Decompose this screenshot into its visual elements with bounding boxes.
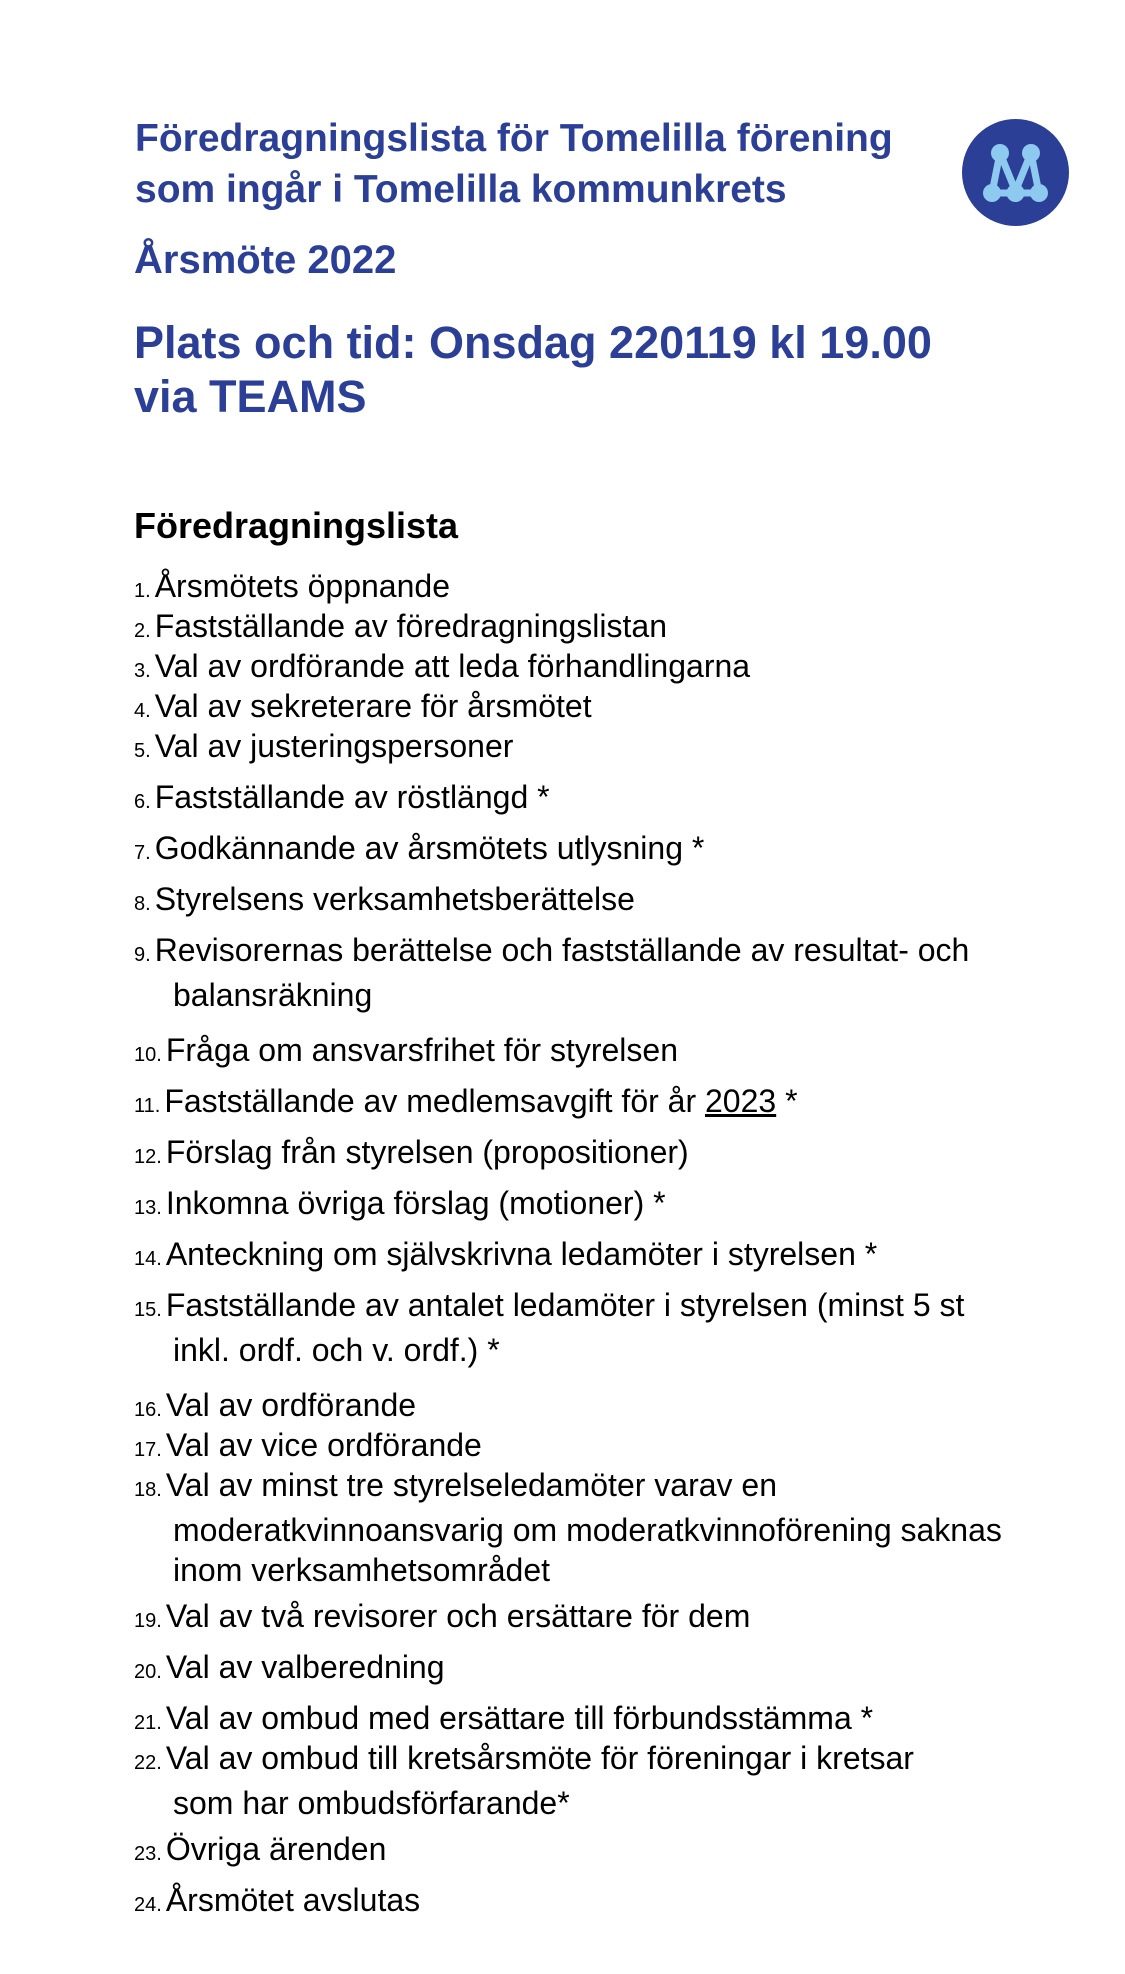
agenda-item-number: 20. xyxy=(134,1661,162,1683)
agenda-item-number: 8. xyxy=(134,893,151,915)
agenda-item xyxy=(134,1081,1094,1126)
agenda-item-text: Val av sekreterare för årsmötet xyxy=(154,688,592,724)
agenda-item xyxy=(134,879,1094,924)
agenda-item xyxy=(134,566,1094,611)
agenda-heading: Föredragningslista xyxy=(134,505,459,546)
agenda-item xyxy=(134,1234,1094,1279)
agenda-item-number: 18. xyxy=(134,1479,162,1501)
agenda-item-number: 21. xyxy=(134,1712,162,1734)
agenda-item xyxy=(134,1425,1094,1470)
agenda-item xyxy=(134,1738,1094,1823)
agenda-item xyxy=(134,606,1094,651)
agenda-item-text: Fastställande av röstlängd * xyxy=(154,779,550,815)
agenda-item xyxy=(134,1880,1094,1925)
agenda-item-number: 13. xyxy=(134,1197,162,1219)
meeting-subtitle: Årsmöte 2022 xyxy=(134,238,397,282)
agenda-item xyxy=(134,1596,1094,1641)
agenda-item xyxy=(134,1183,1094,1228)
agenda-item-text: Val av ombud till kretsårsmöte för föreningar i kretsar xyxy=(165,1740,914,1776)
agenda-item-text: Inkomna övriga förslag (motioner) * xyxy=(165,1185,666,1221)
agenda-item-year: 2023 xyxy=(705,1083,777,1119)
agenda-item-number: 19. xyxy=(134,1610,162,1632)
agenda-item-number: 1. xyxy=(134,580,151,602)
agenda-item-text: Anteckning om självskrivna ledamöter i styrelsen * xyxy=(165,1236,878,1272)
title-line-2: som ingår i Tomelilla kommunkrets xyxy=(135,168,787,211)
agenda-item-text: Val av minst tre styrelseledamöter varav en xyxy=(165,1467,778,1503)
agenda-item-number: 23. xyxy=(134,1843,162,1865)
agenda-item-number: 15. xyxy=(134,1299,162,1321)
place-line-1: Plats och tid: Onsdag 220119 kl 19.00 xyxy=(134,317,932,368)
agenda-item-text: Förslag från styrelsen (propositioner) xyxy=(165,1134,689,1170)
agenda-item-number: 10. xyxy=(134,1044,162,1066)
agenda-item-continuation: inom verksamhetsområdet xyxy=(173,1552,551,1588)
agenda-item xyxy=(134,1285,1094,1370)
agenda-item xyxy=(134,1465,1094,1590)
document-title xyxy=(135,113,955,215)
agenda-item-number: 24. xyxy=(134,1894,162,1916)
agenda-item xyxy=(134,777,1094,822)
agenda-item-text: Revisorernas berättelse och fastställande av resultat- och xyxy=(154,932,970,968)
agenda-item-number: 6. xyxy=(134,791,151,813)
agenda-item-number: 12. xyxy=(134,1146,162,1168)
agenda-item-number: 22. xyxy=(134,1752,162,1774)
agenda-item xyxy=(134,828,1094,873)
agenda-item xyxy=(134,1132,1094,1177)
agenda-item xyxy=(134,726,1094,771)
agenda-item-text: Val av ordförande xyxy=(165,1387,417,1423)
agenda-item xyxy=(134,930,1094,1015)
agenda-item-text: Fråga om ansvarsfrihet för styrelsen xyxy=(165,1032,678,1068)
agenda-item xyxy=(134,646,1094,691)
agenda-item-text: Val av två revisorer och ersättare för dem xyxy=(165,1598,751,1634)
agenda-item-text: Övriga ärenden xyxy=(165,1831,387,1867)
agenda-item-continuation: inkl. ordf. och v. ordf.) * xyxy=(173,1332,500,1368)
agenda-item-text: Val av justeringspersoner xyxy=(154,728,514,764)
place-line-2: via TEAMS xyxy=(134,371,367,422)
agenda-item xyxy=(134,1647,1094,1692)
agenda-item-suffix: * xyxy=(776,1083,798,1119)
agenda-item xyxy=(134,1385,1094,1430)
agenda-item-text: Fastställande av antalet ledamöter i styrelsen (minst 5 st xyxy=(165,1287,965,1323)
agenda-item xyxy=(134,1698,1094,1743)
agenda-item xyxy=(134,1030,1094,1075)
moderaterna-logo-icon xyxy=(962,119,1069,226)
agenda-item-number: 3. xyxy=(134,660,151,682)
agenda-item-text: Val av ordförande att leda förhandlingarna xyxy=(154,648,751,684)
agenda-item-number: 11. xyxy=(134,1095,161,1117)
agenda-item-text: Fastställande av föredragningslistan xyxy=(154,608,667,644)
agenda-item-text: Godkännande av årsmötets utlysning * xyxy=(154,830,705,866)
agenda-item-text: Årsmötet avslutas xyxy=(165,1882,421,1918)
agenda-item-continuation: balansräkning xyxy=(173,977,373,1013)
agenda-item-text: Val av vice ordförande xyxy=(165,1427,482,1463)
agenda-item-number: 17. xyxy=(134,1439,162,1461)
agenda-item-text: Styrelsens verksamhetsberättelse xyxy=(154,881,635,917)
place-and-time xyxy=(134,316,1034,424)
agenda-item-text: Val av valberedning xyxy=(165,1649,445,1685)
agenda-item xyxy=(134,1829,1094,1874)
agenda-item-number: 5. xyxy=(134,740,151,762)
agenda-item-number: 7. xyxy=(134,842,151,864)
agenda-item-number: 2. xyxy=(134,620,151,642)
agenda-item-number: 4. xyxy=(134,700,151,722)
agenda-item-text: Årsmötets öppnande xyxy=(154,568,450,604)
agenda-item-number: 14. xyxy=(134,1248,162,1270)
agenda-item-text: Val av ombud med ersättare till förbundsstämma * xyxy=(165,1700,874,1736)
agenda-item-text: Fastställande av medlemsavgift för år xyxy=(164,1083,705,1119)
agenda-item-continuation: som har ombudsförfarande* xyxy=(173,1785,570,1821)
agenda-item xyxy=(134,686,1094,731)
agenda-item-continuation: moderatkvinnoansvarig om moderatkvinnoförening saknas xyxy=(173,1512,1002,1548)
agenda-item-number: 16. xyxy=(134,1399,162,1421)
agenda-item-number: 9. xyxy=(134,944,151,966)
title-line-1: Föredragningslista för Tomelilla förening xyxy=(135,117,893,160)
